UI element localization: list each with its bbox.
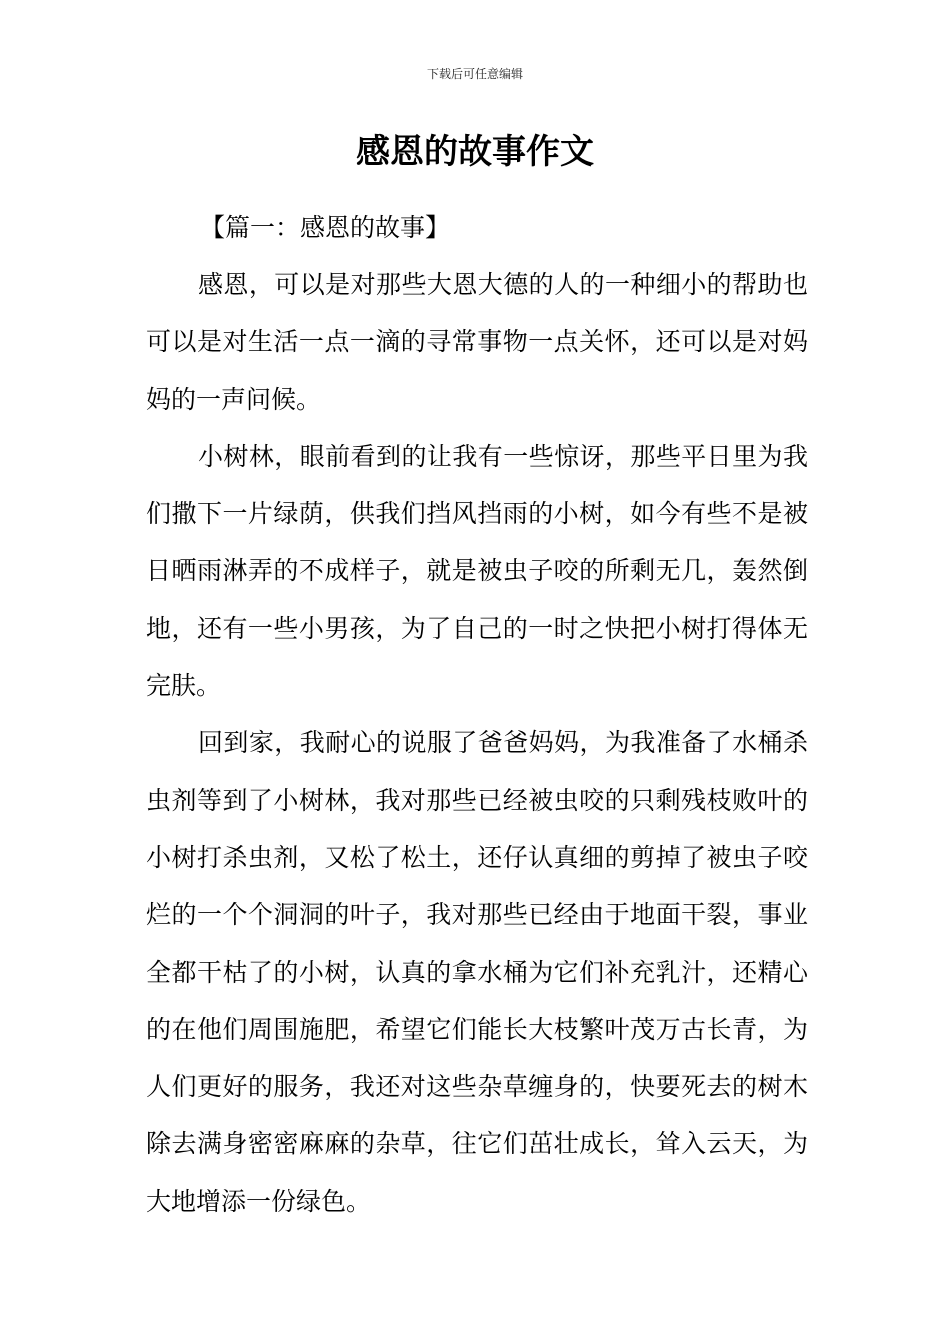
paragraph-3: 回到家，我耐心的说服了爸爸妈妈，为我准备了水桶杀虫剂等到了小树林，我对那些已经被虫咬的只剩残枝败叶的小树打杀虫剂，又松了松土，还仔认真细的剪掉了被虫子咬烂的一个个洞洞的叶子，我对那些已经由于地面干裂，事业全都干枯了的小树，认真的拿水桶为它们补充乳汁，还精心的在他们周围施肥，希望它们能长大枝繁叶茂万古长青，为人们更好的服务，我还对这些杂草缠身的，快要死去的树木除去满身密密麻麻的杂草，往它们茁壮成长，耸入云天，为大地增添一份绿色。 [146, 728, 808, 1216]
paragraph-2: 小树林，眼前看到的让我有一些惊讶，那些平日里为我们撒下一片绿荫，供我们挡风挡雨的小树，如今有些不是被日晒雨淋弄的不成样子，就是被虫子咬的所剩无几，轰然倒地，还有一些小男孩，为了自己的一时之快把小树打得体无完肤。 [146, 441, 808, 701]
page-header-note: 下载后可任意编辑 [426, 67, 523, 81]
document-title: 感恩的故事作文 [356, 132, 594, 172]
document-body [146, 199, 808, 1230]
section-heading: 【篇一：感恩的故事】 [200, 213, 451, 242]
paragraph-1: 感恩，可以是对那些大恩大德的人的一种细小的帮助也可以是对生活一点一滴的寻常事物一点关怀，还可以是对妈妈的一声问候。 [146, 270, 808, 414]
